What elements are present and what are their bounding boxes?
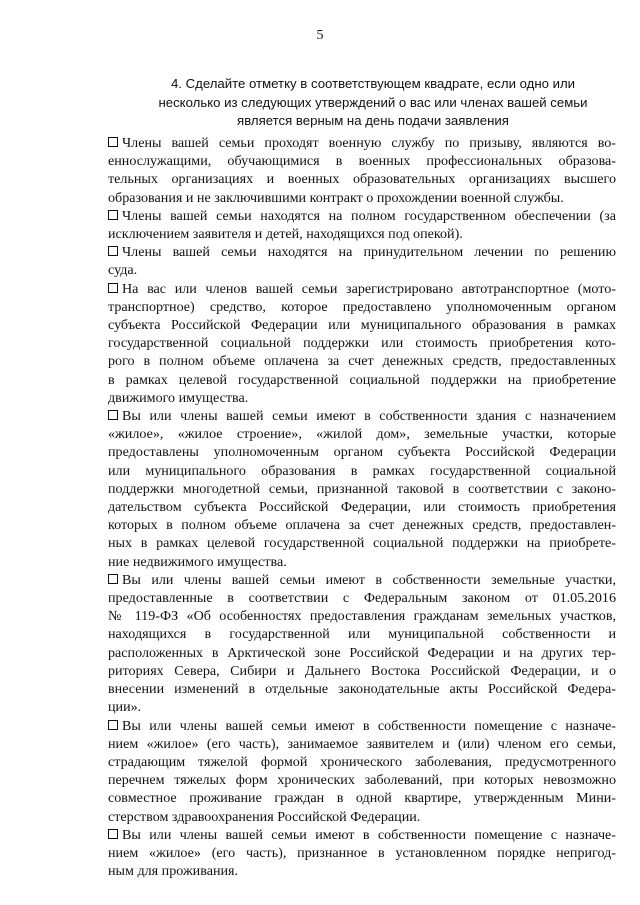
- statement-line: [108, 261, 616, 279]
- statement-text: внесении изменений в отдельные законодательные акты Российской Федера-: [108, 681, 616, 698]
- statement-checkbox[interactable]: [108, 410, 118, 420]
- statement-text: еннослужащими, обучающимися в военных профессиональных образова-: [108, 153, 616, 170]
- statement-text: государственной социальной поддержки или стоимость приобретения кото-: [108, 335, 616, 352]
- statement-text: нием «жилое» (его часть), признанное в установленном порядке непригод-: [108, 844, 616, 861]
- section-heading: [148, 75, 598, 131]
- statement-line: [108, 243, 616, 261]
- statement-line: [108, 425, 616, 443]
- statement-checkbox[interactable]: [108, 210, 118, 220]
- statement-text: дательством субъекта Российской Федерации, или стоимость приобретения: [108, 499, 616, 516]
- statement-item: [108, 280, 616, 407]
- statement-text: На вас или членов вашей семьи зарегистрировано автотранспортное (мото-: [122, 280, 616, 297]
- statement-checkbox[interactable]: [108, 720, 118, 730]
- statement-text: перечнем тяжелых форм хронических заболеваний, при которых невозможно: [108, 772, 616, 789]
- statement-line: [108, 189, 616, 207]
- statement-text: Вы или члены вашей семьи имеют в собственности помещение с назначе-: [122, 717, 616, 734]
- statement-text: «жилое», «жилое строение», «жилой дом», земельные участки, которые: [108, 426, 616, 443]
- statement-line: [108, 826, 616, 844]
- statement-list: [108, 134, 616, 880]
- statement-item: [108, 243, 616, 279]
- statement-text: которых в полном объеме оплачена за счет денежных средств, предоставлен-: [108, 517, 616, 534]
- statement-text: рого в полном объеме оплачена за счет денежных средств, предоставленных: [108, 353, 616, 370]
- statement-line: [108, 298, 616, 316]
- statement-text: стерством здравоохранения Российской Федерации.: [108, 808, 421, 825]
- statement-line: [108, 443, 616, 461]
- statement-line: [108, 134, 616, 152]
- statement-line: [108, 316, 616, 334]
- statement-checkbox[interactable]: [108, 137, 118, 147]
- page-number: 5: [316, 28, 324, 43]
- statement-line: [108, 698, 616, 716]
- statement-line: [108, 534, 616, 552]
- statement-line: [108, 389, 616, 407]
- statement-line: [108, 735, 616, 753]
- statement-line: [108, 662, 616, 680]
- statement-text: совместное проживание граждан в одной квартире, утвержденным Мини-: [108, 790, 616, 807]
- heading-line: является верным на день подачи заявления: [237, 113, 509, 128]
- statement-text: Вы или члены вашей семьи имеют в собственности помещение с назначе-: [122, 826, 616, 843]
- statement-text: Вы или члены вашей семьи имеют в собственности здания с назначением: [122, 408, 616, 425]
- statement-line: [108, 589, 616, 607]
- statement-item: [108, 134, 616, 207]
- statement-text: предоставленные в соответствии с Федеральным законом от 01.05.2016: [108, 590, 616, 607]
- statement-item: [108, 207, 616, 243]
- statement-line: [108, 680, 616, 698]
- statement-text: в рамках целевой государственной социальной поддержки на приобретение: [108, 371, 616, 388]
- statement-text: суда.: [108, 262, 138, 279]
- statement-line: [108, 334, 616, 352]
- statement-text: страдающим тяжелой формой хронического заболевания, предусмотренного: [108, 753, 616, 770]
- statement-line: [108, 498, 616, 516]
- statement-text: Члены вашей семьи находятся на принудительном лечении по решению: [122, 244, 616, 261]
- statement-text: поддержки многодетной семьи, признанной таковой в соответствии с законо-: [108, 480, 616, 497]
- statement-text: ние недвижимого имущества.: [108, 553, 287, 570]
- statement-text: образования и не заключившими контракт о прохождении военной службы.: [108, 189, 564, 206]
- statement-line: [108, 644, 616, 662]
- statement-item: [108, 407, 616, 571]
- statement-checkbox[interactable]: [108, 574, 118, 584]
- statement-text: Члены вашей семьи проходят военную службу по призыву, являются во-: [122, 135, 616, 151]
- statement-checkbox[interactable]: [108, 829, 118, 839]
- statement-line: [108, 771, 616, 789]
- statement-item: [108, 826, 616, 881]
- statement-text: Вы или члены вашей семьи имеют в собственности земельные участки,: [122, 571, 616, 588]
- statement-item: [108, 717, 616, 826]
- statement-line: [108, 462, 616, 480]
- statement-line: [108, 717, 616, 735]
- statement-line: [108, 480, 616, 498]
- heading-line: несколько из следующих утверждений о вас или членах вашей семьи: [158, 94, 588, 110]
- statement-text: риториях Севера, Сибири и Дальнего Востока Российской Федерации, и о: [108, 662, 616, 679]
- statement-line: [108, 571, 616, 589]
- heading-line: 4. Сделайте отметку в соответствующем квадрате, если одно или: [170, 76, 576, 91]
- statement-line: [108, 407, 616, 425]
- statement-text: предоставлены уполномоченным органом субъекта Российской Федерации: [108, 444, 616, 461]
- statement-text: движимого имущества.: [108, 389, 249, 406]
- statement-text: или муниципального образования в рамках государственной социальной: [108, 462, 616, 479]
- statement-text: ным для проживания.: [108, 863, 239, 880]
- statement-line: [108, 844, 616, 862]
- statement-item: [108, 571, 616, 717]
- statement-text: ции».: [108, 699, 142, 716]
- statement-text: находящихся в государственной или муниципальной собственности и: [108, 626, 616, 643]
- statement-checkbox[interactable]: [108, 283, 118, 293]
- statement-line: [108, 753, 616, 771]
- statement-line: [108, 371, 616, 389]
- statement-line: [108, 280, 616, 298]
- statement-checkbox[interactable]: [108, 246, 118, 256]
- statement-text: транспортное) средство, которое предоставлено уполномоченным органом: [108, 298, 616, 315]
- statement-line: [108, 225, 616, 243]
- statement-line: [108, 516, 616, 534]
- statement-text: тельных организациях и военных образовательных организациях высшего: [108, 171, 616, 188]
- statement-line: [108, 170, 616, 188]
- statement-text: Члены вашей семьи находятся на полном государственном обеспечении (за: [122, 207, 616, 224]
- statement-line: [108, 625, 616, 643]
- statement-text: исключением заявителя и детей, находящихся под опекой).: [108, 226, 463, 243]
- statement-text: субъекта Российской Федерации или муниципального образования в рамках: [108, 317, 616, 334]
- statement-line: [108, 862, 616, 880]
- statement-text: № 119-ФЗ «Об особенностях предоставления гражданам земельных участков,: [108, 608, 616, 625]
- statement-line: [108, 789, 616, 807]
- statement-line: [108, 207, 616, 225]
- statement-text: нием «жилое» (его часть), занимаемое заявителем и (или) членом его семьи,: [108, 735, 616, 752]
- statement-line: [108, 152, 616, 170]
- statement-line: [108, 352, 616, 370]
- statement-text: расположенных в Арктической зоне Российской Федерации и на других тер-: [108, 644, 616, 661]
- statement-line: [108, 808, 616, 826]
- statement-line: [108, 553, 616, 571]
- statement-text: ных в рамках целевой государственной социальной поддержки на приобрете-: [108, 535, 616, 552]
- statement-line: [108, 607, 616, 625]
